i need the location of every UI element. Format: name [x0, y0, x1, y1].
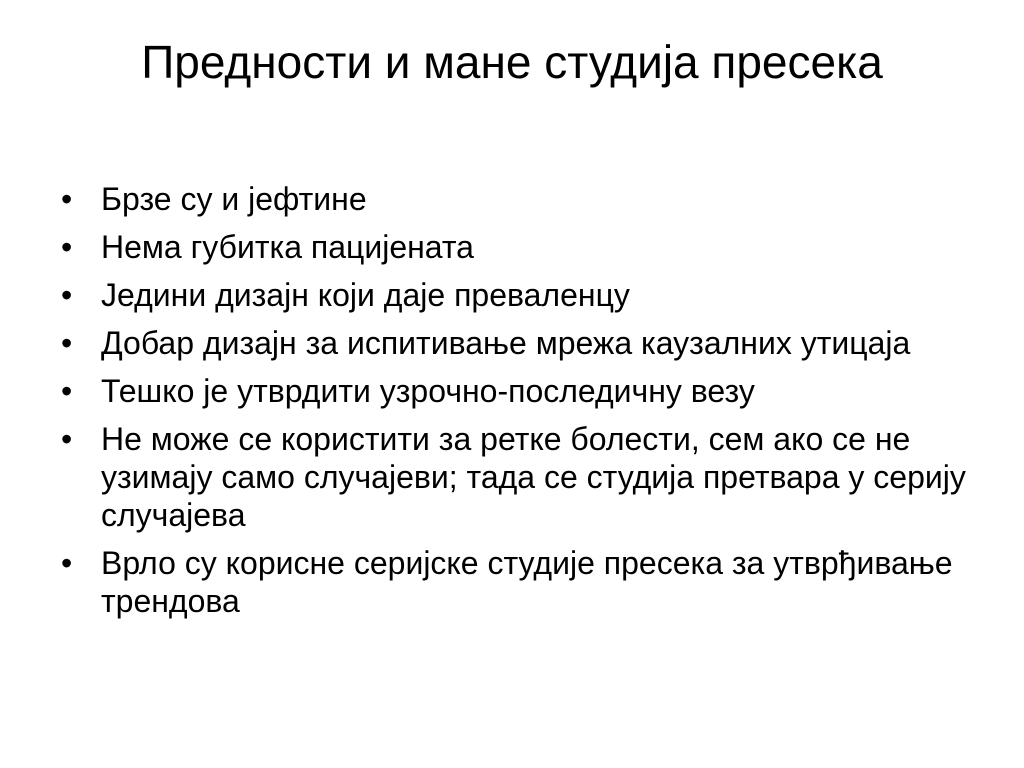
bullet-item — [55, 228, 985, 266]
bullet-text: Тешко је утврдити узрочно-последичну везу — [101, 373, 755, 409]
bullet-dot-icon: • — [61, 545, 73, 581]
bullet-text: Добар дизајн за испитивање мрежа каузалних утицаја — [101, 325, 911, 361]
bullet-dot-icon: • — [61, 373, 73, 409]
bullet-item — [55, 276, 985, 314]
bullet-text: Брзе су и јефтине — [101, 181, 367, 217]
bullet-text: Нема губитка пацијената — [101, 229, 474, 265]
bullet-item — [55, 544, 985, 620]
bullet-item — [55, 420, 985, 534]
bullet-text: Не може се користити за ретке болести, сем ако се не узимају само случајеви; тада се студија претвара у серију случајева — [101, 421, 966, 533]
bullet-item — [55, 324, 985, 362]
bullet-text: Једини дизајн који даје преваленцу — [101, 277, 630, 313]
bullet-dot-icon: • — [61, 229, 73, 265]
bullet-text: Врло су корисне серијске студије пресека за утврђивање трендова — [101, 545, 953, 619]
slide-title: Предности и мане студија пресека — [141, 36, 883, 88]
bullet-dot-icon: • — [61, 421, 73, 457]
bullet-dot-icon: • — [61, 277, 73, 313]
bullet-item — [55, 180, 985, 218]
bullet-dot-icon: • — [61, 325, 73, 361]
bullet-item — [55, 372, 985, 410]
bullet-dot-icon: • — [61, 181, 73, 217]
bullet-list — [55, 180, 985, 630]
